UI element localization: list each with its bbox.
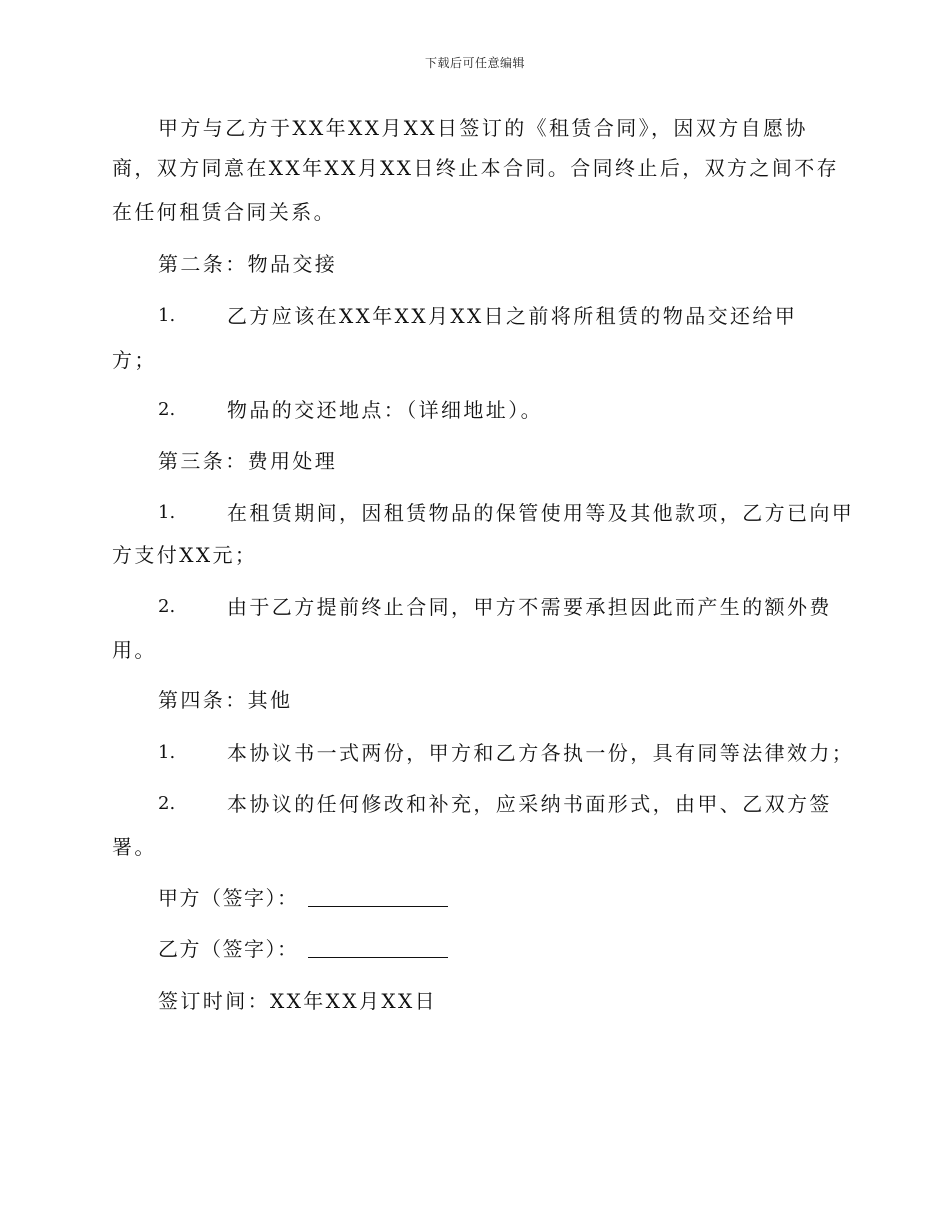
article-3-item-1-number: 1. xyxy=(158,502,176,523)
article-3-item-2-line-2: 用。 xyxy=(112,638,157,662)
article-4-item-2-line-1: 本协议的任何修改和补充，应采纳书面形式，由甲、乙双方签 xyxy=(227,792,832,816)
page-header: 下载后可任意编辑 xyxy=(424,56,525,70)
party-b-signature-label: 乙方（签字）： xyxy=(158,937,299,961)
article-4-item-1-number: 1. xyxy=(158,742,176,763)
article-2-item-1-line-1: 乙方应该在XX年XX月XX日之前将所租赁的物品交还给甲 xyxy=(227,304,798,328)
article-2-item-1-line-2: 方； xyxy=(112,348,157,372)
article-2-heading: 第二条：物品交接 xyxy=(158,252,338,276)
article-4-item-1-line-1: 本协议书一式两份，甲方和乙方各执一份，具有同等法律效力； xyxy=(227,741,855,765)
signing-date: 签订时间：XX年XX月XX日 xyxy=(158,989,438,1013)
intro-line-2: 商，双方同意在XX年XX月XX日终止本合同。合同终止后，双方之间不存 xyxy=(112,156,840,180)
article-2-item-2-number: 2. xyxy=(158,399,176,420)
party-b-signature-line xyxy=(308,957,448,958)
article-3-item-2-line-1: 由于乙方提前终止合同，甲方不需要承担因此而产生的额外费 xyxy=(227,595,832,619)
intro-line-3: 在任何租赁合同关系。 xyxy=(112,200,336,224)
article-4-heading: 第四条：其他 xyxy=(158,688,293,712)
article-2-item-1-number: 1. xyxy=(158,305,176,326)
article-4-item-2-number: 2. xyxy=(158,793,176,814)
article-2-item-2-line-1: 物品的交还地点：（详细地址）。 xyxy=(227,398,543,422)
article-3-item-2-number: 2. xyxy=(158,596,176,617)
article-3-heading: 第三条：费用处理 xyxy=(158,449,338,473)
intro-line-1: 甲方与乙方于XX年XX月XX日签订的《租赁合同》，因双方自愿协 xyxy=(158,116,808,140)
party-a-signature-label: 甲方（签字）： xyxy=(158,886,299,910)
party-a-signature-line xyxy=(308,906,448,907)
article-4-item-2-line-2: 署。 xyxy=(112,835,157,859)
article-3-item-1-line-1: 在租赁期间，因租赁物品的保管使用等及其他款项，乙方已向甲 xyxy=(227,501,855,525)
article-3-item-1-line-2: 方支付XX元； xyxy=(112,543,258,567)
